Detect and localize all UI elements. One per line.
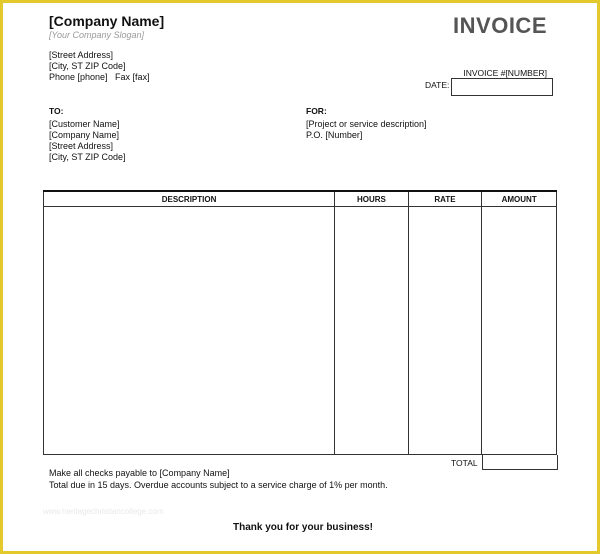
project-description: [Project or service description] [306, 119, 427, 129]
customer-city: [City, ST ZIP Code] [49, 152, 126, 162]
project-info [306, 119, 427, 141]
invoice-title: INVOICE [453, 13, 547, 38]
company-phone-fax: Phone [phone] Fax [fax] [49, 72, 150, 82]
date-label: DATE: [425, 80, 450, 90]
hours-cell[interactable] [335, 207, 409, 455]
to-label: TO: [49, 106, 64, 116]
thank-you-message: Thank you for your business! [232, 522, 374, 533]
customer-address [49, 119, 126, 163]
amount-cell[interactable] [482, 207, 557, 455]
column-header-description: DESCRIPTION [44, 191, 335, 207]
total-field[interactable] [482, 455, 558, 470]
company-name: [Company Name] [49, 13, 165, 29]
description-cell[interactable] [44, 207, 335, 455]
for-label: FOR: [306, 106, 327, 116]
po-number: P.O. [Number] [306, 130, 363, 140]
company-street: [Street Address] [49, 50, 114, 60]
column-header-hours: HOURS [335, 191, 409, 207]
customer-name: [Customer Name] [49, 119, 120, 129]
company-city: [City, ST ZIP Code] [49, 61, 126, 71]
line-items-table [43, 190, 557, 455]
table-row [44, 207, 557, 455]
watermark-text: www.heritagechristiancollege.com [43, 507, 164, 516]
table-header-row [44, 191, 557, 207]
checks-payable-note: Make all checks payable to [Company Name] [49, 468, 230, 478]
customer-street: [Street Address] [49, 141, 114, 151]
column-header-amount: AMOUNT [482, 191, 557, 207]
company-slogan: [Your Company Slogan] [49, 30, 145, 40]
company-address [49, 50, 150, 83]
payment-terms: Total due in 15 days. Overdue accounts subject to a service charge of 1% per month. [49, 480, 388, 490]
rate-cell[interactable] [408, 207, 482, 455]
column-header-rate: RATE [408, 191, 482, 207]
date-field[interactable] [451, 78, 553, 96]
invoice-number: INVOICE #[NUMBER] [463, 68, 547, 78]
customer-company: [Company Name] [49, 130, 120, 140]
total-label: TOTAL [451, 458, 478, 468]
